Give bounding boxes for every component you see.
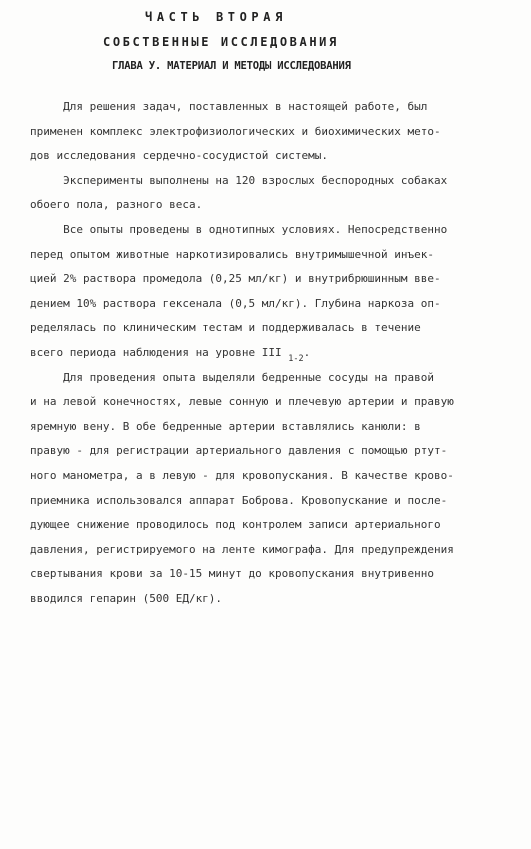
part-title: ЧАСТЬ ВТОРАЯ	[145, 10, 287, 24]
text-line: ределялась по клиническим тестам и поддерживалась в течение	[30, 321, 421, 335]
text-line: правую - для регистрации артериального давления с помощью ртут-	[30, 444, 448, 458]
text-line: свертывания крови за 10-15 минут до кровопускания внутривенно	[30, 567, 434, 581]
text-line: дов исследования сердечно-сосудистой системы.	[30, 149, 329, 163]
text-line: яремную вену. В обе бедренные артерии вставлялись канюли: в	[30, 419, 421, 433]
text-line: ного манометра, а в левую - для кровопускания. В качестве крово-	[30, 468, 454, 482]
chapter-title: ГЛАВА У. МАТЕРИАЛ И МЕТОДЫ ИССЛЕДОВАНИЯ	[112, 60, 351, 72]
text-line: приемника использовался аппарат Боброва. Кровопускание и после-	[30, 493, 448, 507]
text-line: давления, регистрируемого на ленте кимографа. Для предупреждения	[30, 542, 454, 556]
text-line: перед опытом животные наркотизировались внутримышечной инъек-	[30, 247, 434, 261]
text-line: применен комплекс электрофизиологических и биохимических мето-	[30, 124, 441, 138]
text-line: цией 2% раствора промедола (0,25 мл/кг) и внутрибрюшинным вве-	[30, 272, 441, 286]
text-line: дующее снижение проводилось под контролем записи артериального	[30, 518, 441, 532]
text-line: вводился гепарин (500 ЕД/кг).	[30, 591, 223, 605]
level-subscript: 1-2	[288, 353, 304, 364]
text-line-with-subscript: всего периода наблюдения на уровне III $_{1-2}$.	[30, 345, 311, 364]
body-text	[30, 95, 500, 611]
section-title: СОБСТВЕННЫЕ ИССЛЕДОВАНИЯ	[103, 35, 339, 49]
text-line: дением 10% раствора гексенала (0,5 мл/кг). Глубина наркоза оп-	[30, 296, 441, 310]
text-line: Эксперименты выполнены на 120 взрослых беспородных собаках	[30, 173, 448, 187]
text-line: Для решения задач, поставленных в настоящей работе, был	[30, 100, 428, 113]
text-line: обоего пола, разного веса.	[30, 198, 203, 212]
text-line: всего периода наблюдения на уровне III	[30, 345, 282, 359]
text-line: Все опыты проведены в однотипных условиях. Непосредственно	[30, 222, 448, 236]
text-line: Для проведения опыта выделяли бедренные сосуды на правой	[30, 370, 434, 384]
text-line: и на левой конечностях, левые сонную и плечевую артерии и правую	[30, 395, 454, 409]
